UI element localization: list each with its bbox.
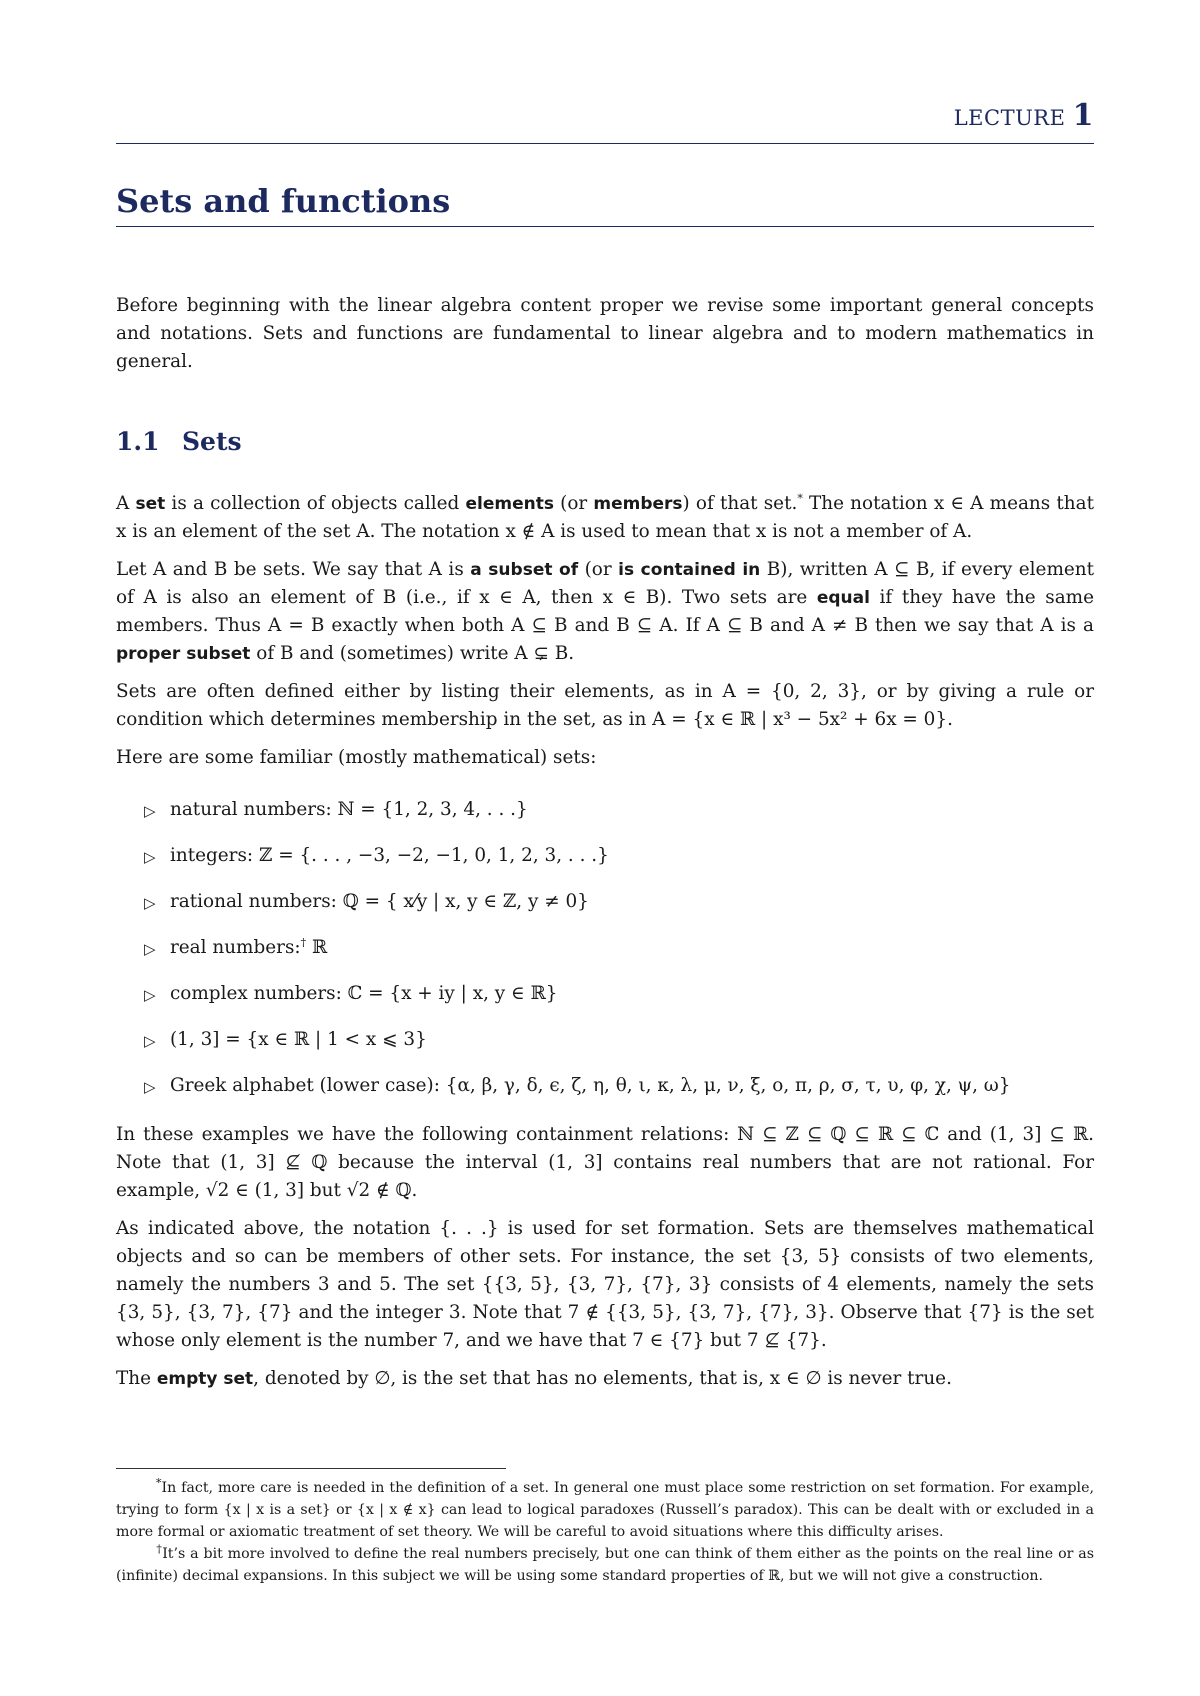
text-run: (or bbox=[553, 493, 594, 514]
triangle-bullet-icon: ▷ bbox=[144, 802, 156, 820]
set-list-item bbox=[144, 980, 1094, 1009]
paragraph-empty-set bbox=[116, 1365, 1094, 1393]
triangle-bullet-icon: ▷ bbox=[144, 1078, 156, 1096]
set-label: integers: bbox=[170, 845, 259, 866]
set-list-item bbox=[144, 1072, 1094, 1101]
body-text bbox=[116, 292, 1094, 1403]
section-heading bbox=[116, 428, 1094, 456]
lecture-word: LECTURE bbox=[953, 106, 1066, 130]
set-list-item-body bbox=[170, 796, 528, 825]
lecture-label bbox=[954, 98, 1094, 133]
footnotes bbox=[116, 1468, 1094, 1587]
keyword-subset: a subset of bbox=[470, 560, 579, 580]
keyword-contained: is contained in bbox=[618, 560, 761, 580]
set-notation: ℚ = { x⁄y | x, y ∈ ℤ, y ≠ 0} bbox=[342, 891, 589, 912]
text-run: A bbox=[116, 493, 136, 514]
text-run: , denoted by ∅, is the set that has no elements, that is, x ∈ ∅ is never true. bbox=[253, 1368, 952, 1389]
section-title: Sets bbox=[182, 427, 242, 456]
triangle-bullet-icon: ▷ bbox=[144, 848, 156, 866]
footnote-rule bbox=[116, 1468, 506, 1469]
set-notation: ℝ bbox=[306, 937, 328, 958]
set-list-item bbox=[144, 1026, 1094, 1055]
set-label: natural numbers: bbox=[170, 799, 338, 820]
footnote-1 bbox=[116, 1477, 1094, 1543]
set-notation: ℤ = {. . . , −3, −2, −1, 0, 1, 2, 3, . . .} bbox=[258, 845, 609, 866]
footnote-2 bbox=[116, 1543, 1094, 1587]
set-list-item bbox=[144, 888, 1094, 917]
set-label: rational numbers: bbox=[170, 891, 343, 912]
paragraph-containment: In these examples we have the following containment relations: ℕ ⊆ ℤ ⊆ ℚ ⊆ ℝ ⊆ ℂ and (1, 3] ⊆ ℝ. Note that (1, 3] ⊈ ℚ because the interval (1, 3] contains real numbers that are not rational. For example, √2 ∈ (1, 3] but √2 ∉ ℚ. bbox=[116, 1124, 1094, 1201]
set-list-item-body bbox=[170, 842, 609, 871]
familiar-sets-list bbox=[116, 796, 1094, 1101]
footnote-mark[interactable]: * bbox=[797, 491, 803, 505]
triangle-bullet-icon: ▷ bbox=[144, 986, 156, 1004]
keyword-elements: elements bbox=[465, 494, 554, 514]
text-run: ) of that set. bbox=[682, 493, 798, 514]
set-list-item-body bbox=[170, 1072, 1011, 1101]
triangle-bullet-icon: ▷ bbox=[144, 940, 156, 958]
text-run: (or bbox=[578, 559, 619, 580]
footnote-text: In fact, more care is needed in the definition of a set. In general one must place some restriction on set formation. For example, trying to form {x | x is a set} or {x | x ∉ x} can lead to logical paradoxes (Russell’s paradox). This can be dealt with or excluded in a more formal or axiomatic treatment of set theory. We will be careful to avoid situations where this difficulty arises. bbox=[116, 1480, 1094, 1540]
text-run: The bbox=[116, 1368, 157, 1389]
lecture-number: 1 bbox=[1072, 98, 1094, 133]
set-label: real numbers: bbox=[170, 937, 301, 958]
footnote-text: It’s a bit more involved to define the real numbers precisely, but one can think of them either as the points on the real line or as (infinite) decimal expansions. In this subject we will be using some standard properties of ℝ, but we will not give a construction. bbox=[116, 1546, 1094, 1584]
set-label: complex numbers: bbox=[170, 983, 348, 1004]
text-run: if they have the same members. Thus A = B exactly when both A ⊆ B and B ⊆ A. If A ⊆ B and A ≠ B then we say that A is a bbox=[116, 587, 1094, 636]
set-list-item bbox=[144, 796, 1094, 825]
paragraph-subset bbox=[116, 556, 1094, 668]
set-list-item-body bbox=[170, 1026, 427, 1055]
triangle-bullet-icon: ▷ bbox=[144, 1032, 156, 1050]
title-rule bbox=[116, 226, 1094, 227]
set-notation: (1, 3] = {x ∈ ℝ | 1 < x ⩽ 3} bbox=[170, 1029, 427, 1050]
footnote-mark[interactable]: † bbox=[300, 935, 307, 949]
set-notation: ℂ = {x + iy | x, y ∈ ℝ} bbox=[347, 983, 558, 1004]
paragraph-set-formation: As indicated above, the notation {. . .} is used for set formation. Sets are themselves mathematical objects and so can be members of other sets. For instance, the set {3, 5} consists of two elements, namely the numbers 3 and 5. The set {{3, 5}, {3, 7}, {7}, 3} consists of 4 elements, namely the sets {3, 5}, {3, 7}, {7} and the integer 3. Note that 7 ∉ {{3, 5}, {3, 7}, {7}, 3}. Observe that {7} is the set whose only element is the number 7, and we have that 7 ∈ {7} but 7 ⊈ {7}. bbox=[116, 1218, 1094, 1351]
text-run: The notation x ∈ A means that x is an element of the set A. The notation x ∉ A is used to mean that x is not a member of A. bbox=[116, 493, 1094, 542]
set-notation: ℕ = {1, 2, 3, 4, . . .} bbox=[337, 799, 528, 820]
set-list-item bbox=[144, 934, 1094, 963]
chapter-title: Sets and functions bbox=[116, 182, 451, 220]
set-list-item-body bbox=[170, 980, 557, 1009]
set-list-item-body bbox=[170, 888, 589, 917]
set-list-item-body bbox=[170, 934, 327, 963]
set-notation: {α, β, γ, δ, ϵ, ζ, η, θ, ι, κ, λ, μ, ν, ξ, ο, π, ρ, σ, τ, υ, φ, χ, ψ, ω} bbox=[445, 1075, 1011, 1096]
top-rule bbox=[116, 143, 1094, 144]
keyword-equal: equal bbox=[816, 588, 870, 608]
intro-paragraph: Before beginning with the linear algebra content proper we revise some important general concepts and notations. Sets and functions are fundamental to linear algebra and to modern mathematics in general. bbox=[116, 295, 1094, 372]
section-number: 1.1 bbox=[116, 427, 160, 456]
text-run: of B and (sometimes) write A ⊊ B. bbox=[250, 643, 575, 664]
keyword-proper-subset: proper subset bbox=[116, 644, 251, 664]
text-run: is a collection of objects called bbox=[165, 493, 466, 514]
set-label: Greek alphabet (lower case): bbox=[170, 1075, 446, 1096]
text-run: B), written A ⊆ B, if every element of A is also an element of B (i.e., if x ∈ A, then x ∈ B). Two sets are bbox=[116, 559, 1094, 608]
footnote-mark: † bbox=[156, 1542, 163, 1556]
footnote-mark: * bbox=[156, 1476, 162, 1490]
paragraph-set-definition-methods: Sets are often defined either by listing their elements, as in A = {0, 2, 3}, or by giving a rule or condition which determines membership in the set, as in A = {x ∈ ℝ | x³ − 5x² + 6x = 0}. bbox=[116, 681, 1094, 730]
keyword-members: members bbox=[593, 494, 683, 514]
text-run: Let A and B be sets. We say that A is bbox=[116, 559, 471, 580]
paragraph-familiar-sets: Here are some familiar (mostly mathematical) sets: bbox=[116, 747, 597, 768]
keyword-set: set bbox=[135, 494, 166, 514]
keyword-empty-set: empty set bbox=[156, 1369, 254, 1389]
paragraph-set-definition bbox=[116, 490, 1094, 546]
set-list-item bbox=[144, 842, 1094, 871]
triangle-bullet-icon: ▷ bbox=[144, 894, 156, 912]
